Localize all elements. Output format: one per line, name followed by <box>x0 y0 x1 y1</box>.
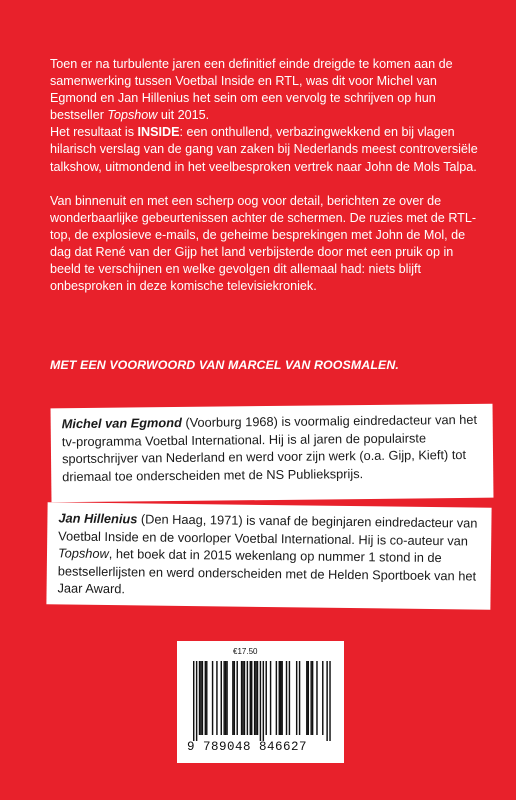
barcode-bar <box>312 661 313 735</box>
barcode-bar <box>221 661 222 735</box>
barcode-bar <box>270 661 271 735</box>
barcode-bar <box>216 661 217 735</box>
author-bio-jan <box>46 502 491 609</box>
barcode-bar <box>225 661 226 735</box>
barcode-bar <box>237 661 238 735</box>
barcode-bar <box>299 661 300 735</box>
barcode-bar <box>254 661 255 735</box>
author-bio-jan-text-a: (Den Haag, 1971) is vanaf de beginjaren eindredacteur van Voetbal Inside en de voorloper Voetbal International. Hij is co-auteur van <box>58 511 478 549</box>
barcode-bar <box>247 661 248 735</box>
blurb-paragraph-2-end: : een onthullend, verbazingwekkend en bij vlagen hilarisch verslag van de gang van zaken bij Nederlands meest controversiële talkshow, uitmondend in het veelbesproken vertrek naar John de Mols Talpa. <box>50 125 478 174</box>
barcode-bar <box>223 661 224 735</box>
barcode-box <box>177 641 344 763</box>
barcode-bar <box>280 661 281 735</box>
barcode-bar <box>196 661 197 741</box>
barcode-bar <box>241 661 242 735</box>
barcode-bar <box>289 661 290 735</box>
barcode-bar <box>255 661 256 735</box>
blurb-paragraph-1 <box>50 56 480 124</box>
foreword-tagline: MET EEN VOORWOORD VAN MARCEL VAN ROOSMALEN. <box>50 358 399 372</box>
blurb-paragraph-1-end: uit 2015. <box>157 108 210 123</box>
barcode-bar <box>329 661 330 741</box>
author-bio-jan-text-b: , het boek dat in 2015 wekenlang op nummer 1 stond in de bestsellerlijsten en werd onderscheiden met de Helden Sportboek van het Jaar Award. <box>57 546 477 597</box>
barcode-bar <box>206 661 207 735</box>
barcode-bar <box>234 661 235 735</box>
barcode-bar <box>193 661 194 741</box>
barcode-bar <box>281 661 282 735</box>
barcode-bar <box>244 661 245 735</box>
barcode-bar <box>326 661 327 741</box>
author-bio-michel <box>51 404 494 503</box>
blurb-book-title: Topshow <box>107 108 158 123</box>
blurb-paragraph-1-text: Toen er na turbulente jaren een definitief einde dreigde te komen aan de samenwerking tussen Voetbal Inside en RTL, was dit voor Michel van Egmond en Jan Hillenius het sein om een vervolg te schrijven op hun bestseller <box>50 57 453 123</box>
barcode-bar <box>276 661 277 735</box>
isbn-number: 9 789048 846627 <box>187 740 308 754</box>
author-bio-jan-book: Topshow <box>57 545 109 562</box>
barcode-bar <box>232 661 233 735</box>
author-name-michel: Michel van Egmond <box>61 414 182 432</box>
blurb <box>50 56 480 295</box>
barcode-bar <box>212 661 213 735</box>
author-name-jan: Jan Hillenius <box>58 510 138 527</box>
barcode-bar <box>251 661 252 735</box>
barcode-bar <box>257 661 258 735</box>
author-bio-michel-text: (Voorburg 1968) is voormalig eindredacteur van het tv-programma Voetbal International. Hij is al jaren de populairste sportschrijver van Nederland en werd voor zijn werk (o.a. Gijp, Kieft) tot driemaal toe onderscheiden met de NS Publieksprijs. <box>61 411 478 484</box>
barcode-bar <box>296 661 297 735</box>
barcode-bar <box>250 661 251 735</box>
barcode-bar <box>322 661 323 735</box>
blurb-paragraph-3: Van binnenuit en met een scherp oog voor detail, berichten ze over de wonderbaarlijke gebeurtenissen achter de schermen. De ruzies met de RTL-top, de explosieve e-mails, de geheime besprekingen met John de Mol, de dag dat René van der Gijp het land verbijsterde door met een pruik op in beeld te verschijnen en welke gevolgen dit allemaal had: niets blijft onbesproken in deze komische televisiekroniek. <box>50 193 477 294</box>
blurb-paragraph-2-start: Het resultaat is <box>50 125 138 140</box>
barcode-bar <box>310 661 311 735</box>
barcode-bar <box>286 661 287 735</box>
barcode-bar <box>260 661 261 741</box>
barcode-bar <box>306 661 307 735</box>
barcode-bar <box>316 661 317 735</box>
barcode-bar <box>202 661 203 735</box>
barcode-icon <box>187 661 334 741</box>
blurb-inside-title: INSIDE <box>137 125 180 140</box>
barcode-bar <box>279 661 280 735</box>
blurb-paragraph-2 <box>50 124 480 175</box>
barcode-bar <box>266 661 267 735</box>
barcode-bar <box>263 661 264 741</box>
price-label: €17.50 <box>233 647 258 656</box>
barcode-bar <box>199 661 200 735</box>
barcode-bar <box>200 661 201 735</box>
barcode-bar <box>308 661 309 735</box>
barcode-bar <box>226 661 227 735</box>
barcode-bar <box>205 661 206 735</box>
barcode-bar <box>242 661 243 735</box>
